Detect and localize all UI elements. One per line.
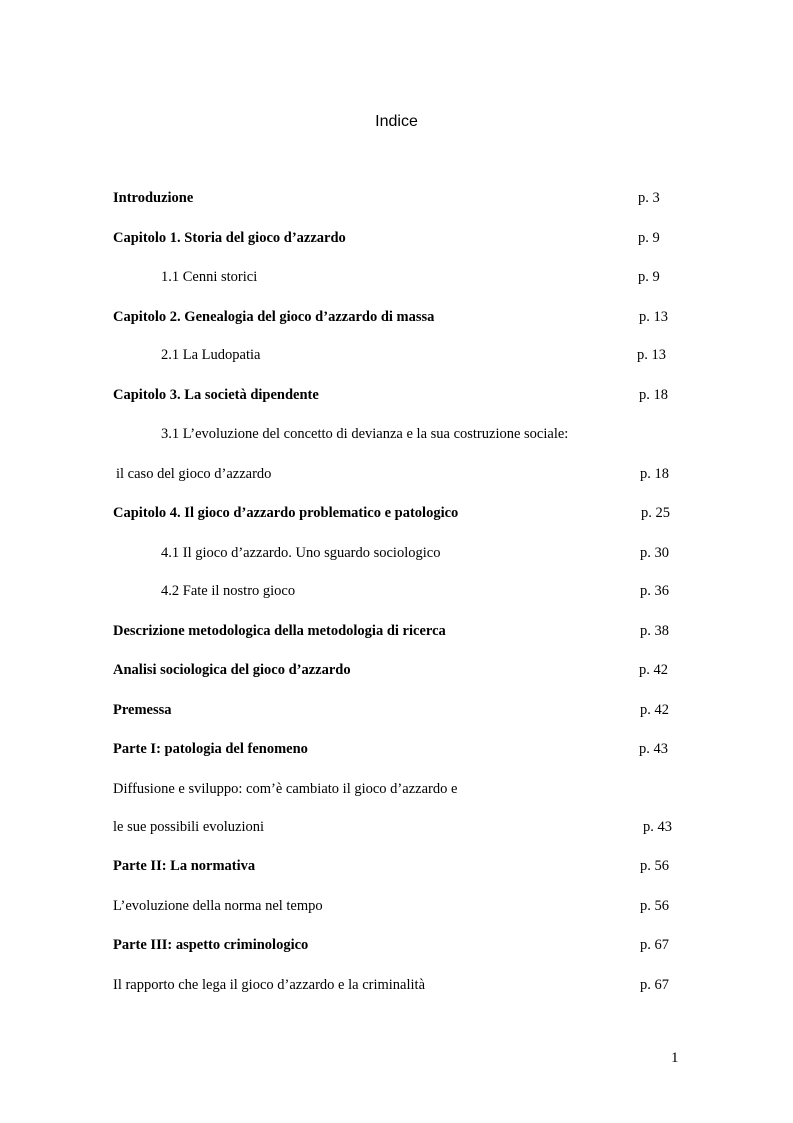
toc-entry-label: il caso del gioco d’azzardo [116,466,272,482]
toc-entry-page: p. 18 [640,466,669,482]
toc-entry-page: p. 43 [639,741,668,757]
toc-entry-introduzione [0,187,793,209]
toc-entry-page: p. 38 [640,623,669,639]
toc-entry-page: p. 9 [638,269,660,285]
toc-entry-label: Analisi sociologica del gioco d’azzardo [113,662,351,678]
toc-entry-chapter-1 [0,227,793,249]
toc-entry-label: Parte III: aspetto criminologico [113,937,309,953]
toc-entry-label: Introduzione [113,190,194,206]
toc-entry-page: p. 56 [640,898,669,914]
toc-entry-page: p. 43 [643,819,672,835]
toc-entry-section-4-1 [0,542,793,564]
toc-entry-part-1 [0,738,793,760]
toc-entry-label: 4.2 Fate il nostro gioco [161,583,296,599]
toc-entry-label: Capitolo 3. La società dipendente [113,387,319,403]
toc-entry-label: Capitolo 1. Storia del gioco d’azzardo [113,230,346,246]
toc-entry-page: p. 13 [637,347,666,363]
toc-entry-methodology [0,620,793,642]
toc-entry-premessa [0,699,793,721]
toc-entry-label: Diffusione e sviluppo: com’è cambiato il gioco d’azzardo e [113,781,458,797]
toc-entry-part-2 [0,855,793,877]
toc-entry-label: Capitolo 2. Genealogia del gioco d’azzardo di massa [113,309,435,325]
toc-entry-criminality [0,974,793,996]
page-title: Indice [375,113,418,130]
toc-entry-section-2-1 [0,344,793,366]
toc-entry-label: Descrizione metodologica della metodologia di ricerca [113,623,446,639]
toc-entry-part-3 [0,934,793,956]
toc-entry-page: p. 18 [639,387,668,403]
toc-entry-label: L’evoluzione della norma nel tempo [113,898,323,914]
toc-entry-label: Parte I: patologia del fenomeno [113,741,308,757]
toc-entry-page: p. 9 [638,230,660,246]
toc-entry-page: p. 56 [640,858,669,874]
toc-entry-page: p. 13 [639,309,668,325]
toc-entry-page: p. 25 [641,505,670,521]
toc-entry-label: Capitolo 4. Il gioco d’azzardo problematico e patologico [113,505,459,521]
toc-entry-section-1-1 [0,266,793,288]
toc-entry-label: le sue possibili evoluzioni [113,819,265,835]
toc-entry-section-4-2 [0,580,793,602]
toc-entry-chapter-4 [0,502,793,524]
toc-entry-diffusion-continued [0,816,793,838]
toc-entry-section-3-1-continued [0,463,793,485]
toc-entry-chapter-3 [0,384,793,406]
toc-entry-page: p. 36 [640,583,669,599]
toc-entry-label: 3.1 L’evoluzione del concetto di devianza e la sua costruzione sociale: [161,426,569,442]
toc-entry-label: Il rapporto che lega il gioco d’azzardo e la criminalità [113,977,426,993]
toc-entry-label: 4.1 Il gioco d’azzardo. Uno sguardo sociologico [161,545,441,561]
toc-entry-label: 2.1 La Ludopatia [161,347,261,363]
toc-entry-page: p. 30 [640,545,669,561]
toc-entry-label: Parte II: La normativa [113,858,256,874]
toc-entry-norm-evolution [0,895,793,917]
toc-entry-page: p. 67 [640,977,669,993]
toc-entry-sociological-analysis [0,659,793,681]
toc-entry-page: p. 67 [640,937,669,953]
page-number: 1 [671,1050,679,1066]
toc-entry-page: p. 42 [639,662,668,678]
toc-entry-page: p. 3 [638,190,660,206]
toc-entry-section-3-1 [0,423,793,445]
toc-entry-page: p. 42 [640,702,669,718]
toc-entry-label: 1.1 Cenni storici [161,269,258,285]
toc-entry-label: Premessa [113,702,172,718]
toc-entry-chapter-2 [0,306,793,328]
toc-entry-diffusion [0,778,793,800]
